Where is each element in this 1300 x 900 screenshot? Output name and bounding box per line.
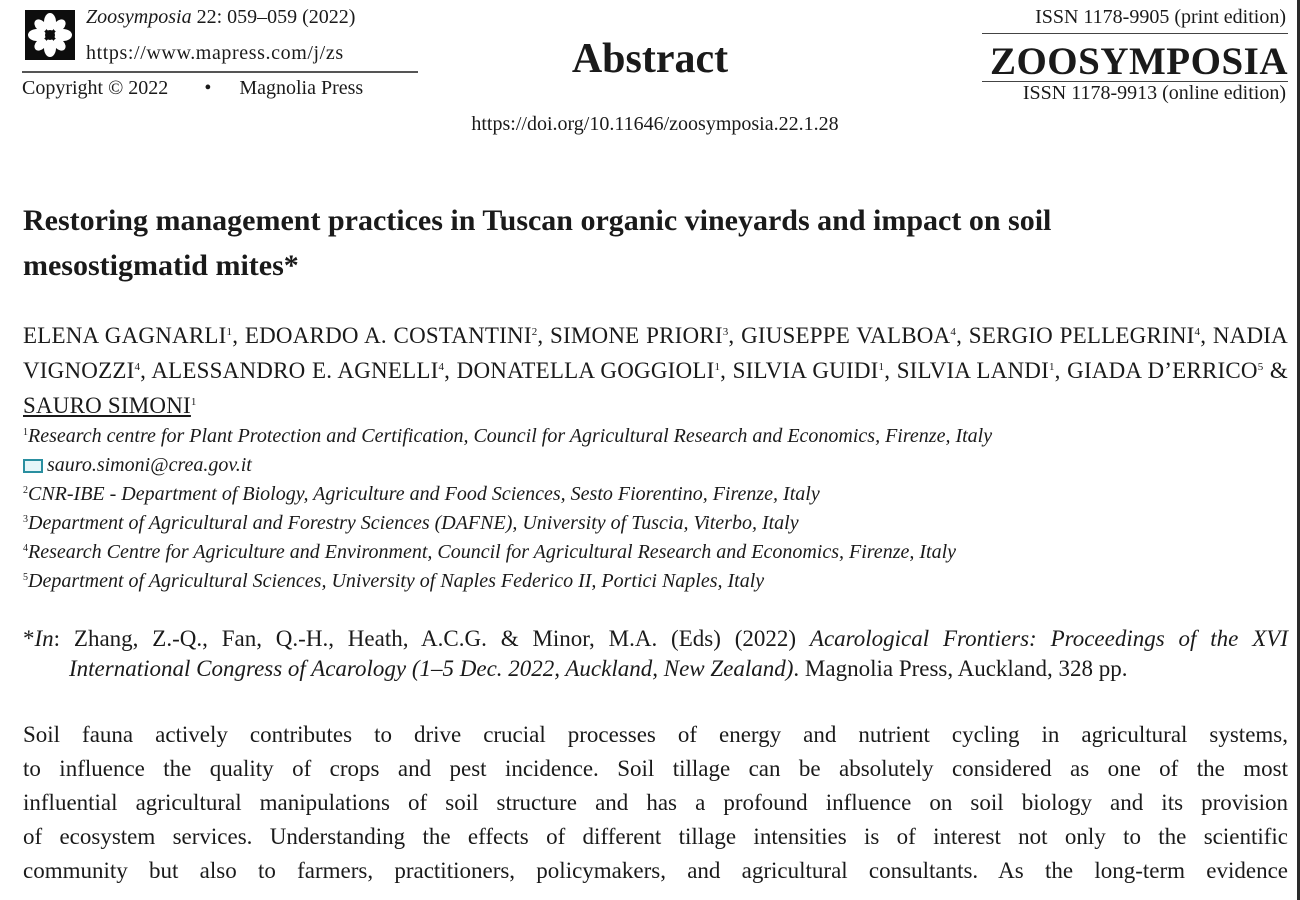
proceedings-note	[23, 624, 1288, 684]
author-name: SAURO SIMONI	[23, 393, 191, 418]
abstract-line: community but also to farmers, practitioners, policymakers, and agricultural consultants. As the long-term evidence	[23, 858, 1288, 883]
proceedings-title: International Congress of Acarology (1–5 Dec. 2022, Auckland, New Zealand)	[69, 656, 794, 681]
abstract-body	[23, 718, 1288, 888]
author-separator: ,	[720, 358, 733, 383]
abstract-line: of ecosystem services. Understanding the effects of different tillage intensities is of interest not only to the scientific	[23, 824, 1288, 849]
author-affiliation-marker: 2	[531, 326, 538, 338]
affiliation-3	[23, 509, 992, 538]
affiliation-text: CNR-IBE - Department of Biology, Agriculture and Food Sciences, Sesto Fiorentino, Firenze, Italy	[28, 483, 820, 505]
editors-text: : Zhang, Z.-Q., Fan, Q.-H., Heath, A.C.G. & Minor, M.A. (Eds) (2022)	[53, 626, 810, 651]
author-name: SIMONE PRIORI	[550, 323, 723, 348]
proceedings-title: Acarological Frontiers: Proceedings of the XVI	[809, 626, 1288, 651]
abstract-line: influential agricultural manipulations of soil structure and has a profound influence on soil biology and its provision	[23, 790, 1288, 815]
author-affiliation-marker: 1	[878, 361, 885, 373]
article-title-line: mesostigmatid mites*	[23, 249, 299, 282]
author-separator: ,	[140, 358, 152, 383]
affiliation-marker: 2	[23, 485, 28, 496]
author-separator: ,	[956, 323, 969, 348]
affiliation-5	[23, 567, 992, 596]
author-name: EDOARDO A. COSTANTINI	[244, 323, 532, 348]
author-affiliation-marker: 4	[134, 361, 141, 373]
affiliation-text: Department of Agricultural and Forestry Sciences (DAFNE), University of Tuscia, Viterbo, Italy	[28, 512, 799, 534]
issn-print: ISSN 1178-9905 (print edition)	[1035, 6, 1286, 28]
abstract-line: to influence the quality of crops and pest incidence. Soil tillage can be absolutely considered as one of the most	[23, 756, 1288, 781]
proceedings-note-line	[23, 654, 1288, 684]
publisher-name: Magnolia Press	[239, 77, 364, 99]
email-link[interactable]: sauro.simoni@crea.gov.it	[47, 454, 252, 476]
author-name: DONATELLA GOGGIOLI	[456, 358, 715, 383]
affiliation-4	[23, 538, 992, 567]
affiliation-text: Research centre for Plant Protection and Certification, Council for Agricultural Research and Economics, Firenze, Italy	[28, 425, 993, 447]
author-name: ELENA GAGNARLI	[23, 323, 227, 348]
section-title: Abstract	[571, 36, 729, 82]
in-label: In	[34, 626, 54, 651]
author-affiliation-marker: 4	[438, 361, 445, 373]
author-name: GIADA D’ERRICO	[1067, 358, 1258, 383]
author-separator: ,	[728, 323, 742, 348]
author-affiliation-marker: 1	[190, 396, 197, 408]
journal-citation	[86, 6, 355, 29]
affiliation-text: Research Centre for Agriculture and Environment, Council for Agricultural Research and Economics, Firenze, Italy	[28, 541, 956, 563]
journal-url-link[interactable]: https://www.mapress.com/j/zs	[86, 42, 344, 64]
author-separator: &	[1263, 358, 1289, 383]
author-affiliation-marker: 1	[714, 361, 721, 373]
author-separator: ,	[1054, 358, 1068, 383]
author-affiliation-marker: 5	[1257, 361, 1264, 373]
author-separator: ,	[444, 358, 457, 383]
author-affiliation-marker: 1	[1048, 361, 1055, 373]
journal-volume-pages: 22: 059–059 (2022)	[191, 6, 356, 28]
affiliation-2	[23, 480, 992, 509]
author-name: SERGIO PELLEGRINI	[968, 323, 1195, 348]
author-separator: ,	[537, 323, 551, 348]
author-name: SILVIA GUIDI	[732, 358, 879, 383]
article-title	[23, 198, 1290, 288]
separator-dot: •	[204, 77, 212, 99]
affiliation-marker: 1	[23, 427, 28, 438]
email-icon	[23, 459, 43, 473]
affiliation-1	[23, 422, 992, 451]
journal-name-caps: ZOOSYMPOSIA	[989, 40, 1288, 83]
affiliation-marker: 4	[23, 543, 28, 554]
issn-online: ISSN 1178-9913 (online edition)	[1022, 82, 1286, 104]
author-name: SILVIA LANDI	[896, 358, 1049, 383]
affiliation-marker: 3	[23, 514, 28, 525]
affiliation-text: Department of Agricultural Sciences, University of Naples Federico II, Portici Naples, Italy	[28, 570, 765, 592]
author-separator: ,	[884, 358, 897, 383]
email-line	[23, 451, 992, 480]
copyright-text: Copyright © 2022	[22, 77, 169, 99]
author-name: NADIA VIGNOZZI	[23, 323, 1288, 383]
author-affiliation-marker: 3	[722, 326, 729, 338]
abstract-line: Soil fauna actively contributes to drive crucial processes of energy and nutrient cycling in agricultural systems,	[23, 722, 1288, 747]
author-name: ALESSANDRO E. AGNELLI	[151, 358, 439, 383]
publisher-tail: . Magnolia Press, Auckland, 328 pp.	[793, 656, 1128, 681]
affiliation-marker: 5	[23, 572, 28, 583]
affiliations	[23, 422, 992, 596]
proceedings-note-line	[23, 624, 1288, 654]
author-affiliation-marker: 4	[950, 326, 957, 338]
doi-link[interactable]: https://doi.org/10.11646/zoosymposia.22.1.28	[471, 113, 839, 135]
author-affiliation-marker: 1	[226, 326, 233, 338]
author-name: GIUSEPPE VALBOA	[741, 323, 951, 348]
article-title-line: Restoring management practices in Tuscan organic vineyards and impact on soil	[23, 204, 1052, 237]
author-separator: ,	[232, 323, 245, 348]
header-divider	[982, 33, 1288, 34]
author-separator: ,	[1200, 323, 1213, 348]
footnote-star: *	[23, 626, 35, 651]
author-affiliation-marker: 4	[1194, 326, 1201, 338]
journal-name-italic: Zoosymposia	[86, 6, 192, 28]
author-list	[23, 318, 1288, 423]
